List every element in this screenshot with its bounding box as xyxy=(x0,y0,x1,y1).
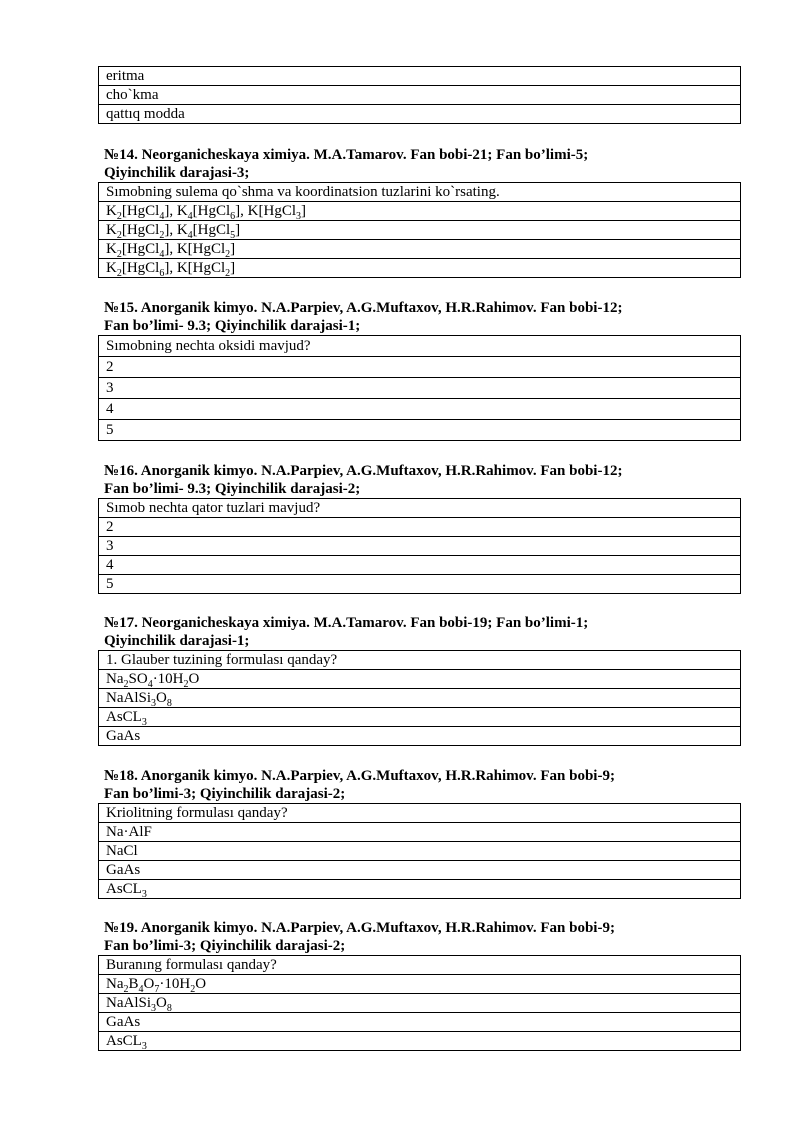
answer-cell: Na·AlF xyxy=(99,823,741,842)
question-block-15 xyxy=(98,299,741,441)
question-table xyxy=(98,335,741,441)
answer-cell: qattıq modda xyxy=(99,105,741,124)
answer-cell: GaAs xyxy=(99,727,741,746)
answer-cell: 5 xyxy=(99,575,741,594)
answer-cell: 2 xyxy=(99,357,741,378)
answer-cell: 4 xyxy=(99,399,741,420)
question-text: Sımobning sulema qo`shma va koordinatsion tuzlarini ko`rsating. xyxy=(99,183,741,202)
question-block-14 xyxy=(98,146,741,278)
question-heading: №19. Anorganik kimyo. N.A.Parpiev, A.G.Muftaxov, H.R.Rahimov. Fan bobi-9; Fan bo’limi-3; Qiyinchilik darajasi-2; xyxy=(104,920,615,954)
answer-cell: $K_2[HgCl_6]$, K[HgCl$_2$] xyxy=(99,259,741,278)
answer-cell: AsCL$_3$ xyxy=(99,1032,741,1051)
question-block-18 xyxy=(98,767,741,899)
question-heading: №14. Neorganicheskaya ximiya. M.A.Tamarov. Fan bobi-21; Fan bo’limi-5; Qiyinchilik darajasi-3; xyxy=(104,147,589,181)
question-heading: №18. Anorganik kimyo. N.A.Parpiev, A.G.Muftaxov, H.R.Rahimov. Fan bobi-9; Fan bo’limi-3; Qiyinchilik darajasi-2; xyxy=(104,768,615,802)
question-table xyxy=(98,955,741,1051)
question-table xyxy=(98,650,741,746)
answer-cell: 2 xyxy=(99,518,741,537)
answer-cell: 5 xyxy=(99,420,741,441)
answer-cell: $Na_2SO_4\cdot 10H_2O$ xyxy=(99,670,741,689)
question-table xyxy=(98,498,741,594)
answer-cell: 3 xyxy=(99,378,741,399)
question-heading: №17. Neorganicheskaya ximiya. M.A.Tamarov. Fan bobi-19; Fan bo’limi-1; Qiyinchilik darajasi-1; xyxy=(104,615,589,649)
answer-cell: AsCL$_3$ xyxy=(99,880,741,899)
answer-cell: NaCl xyxy=(99,842,741,861)
top-answer-table xyxy=(98,66,741,124)
answer-cell: $K_2[HgCl_4]$, $K_4[HgCl_6]$, K[HgCl$_3$] xyxy=(99,202,741,221)
answer-cell: GaAs xyxy=(99,861,741,880)
answer-cell: cho`kma xyxy=(99,86,741,105)
question-heading: №16. Anorganik kimyo. N.A.Parpiev, A.G.Muftaxov, H.R.Rahimov. Fan bobi-12; Fan bo’limi- 9.3; Qiyinchilik darajasi-2; xyxy=(104,463,623,497)
question-block-19 xyxy=(98,919,741,1051)
answer-cell: $NaAlSi_3O_8$ xyxy=(99,994,741,1013)
answer-cell: GaAs xyxy=(99,1013,741,1032)
question-text: Sımob nechta qator tuzlari mavjud? xyxy=(99,499,741,518)
question-table xyxy=(98,182,741,278)
question-text: Kriolitning formulası qanday? xyxy=(99,804,741,823)
question-block-17 xyxy=(98,614,741,746)
question-text: Sımobning nechta oksidi mavjud? xyxy=(99,336,741,357)
answer-cell: AsCL$_3$ xyxy=(99,708,741,727)
question-table xyxy=(98,803,741,899)
question-heading: №15. Anorganik kimyo. N.A.Parpiev, A.G.Muftaxov, H.R.Rahimov. Fan bobi-12; Fan bo’limi- 9.3; Qiyinchilik darajasi-1; xyxy=(104,300,623,334)
answer-cell: 3 xyxy=(99,537,741,556)
question-text: 1. Glauber tuzining formulası qanday? xyxy=(99,651,741,670)
question-text: Buranıng formulası qanday? xyxy=(99,956,741,975)
answer-cell: $NaAlSi_3O_8$ xyxy=(99,689,741,708)
answer-cell: eritma xyxy=(99,67,741,86)
question-block-16 xyxy=(98,462,741,594)
answer-cell: $K_2[HgCl_2]$, $K_4[HgCl_5]$ xyxy=(99,221,741,240)
top-answer-table-block xyxy=(98,66,741,124)
answer-cell: $Na_2B_4O_7\cdot 10H_2O$ xyxy=(99,975,741,994)
answer-cell: $K_2[HgCl_4]$, K[HgCl$_2$] xyxy=(99,240,741,259)
answer-cell: 4 xyxy=(99,556,741,575)
